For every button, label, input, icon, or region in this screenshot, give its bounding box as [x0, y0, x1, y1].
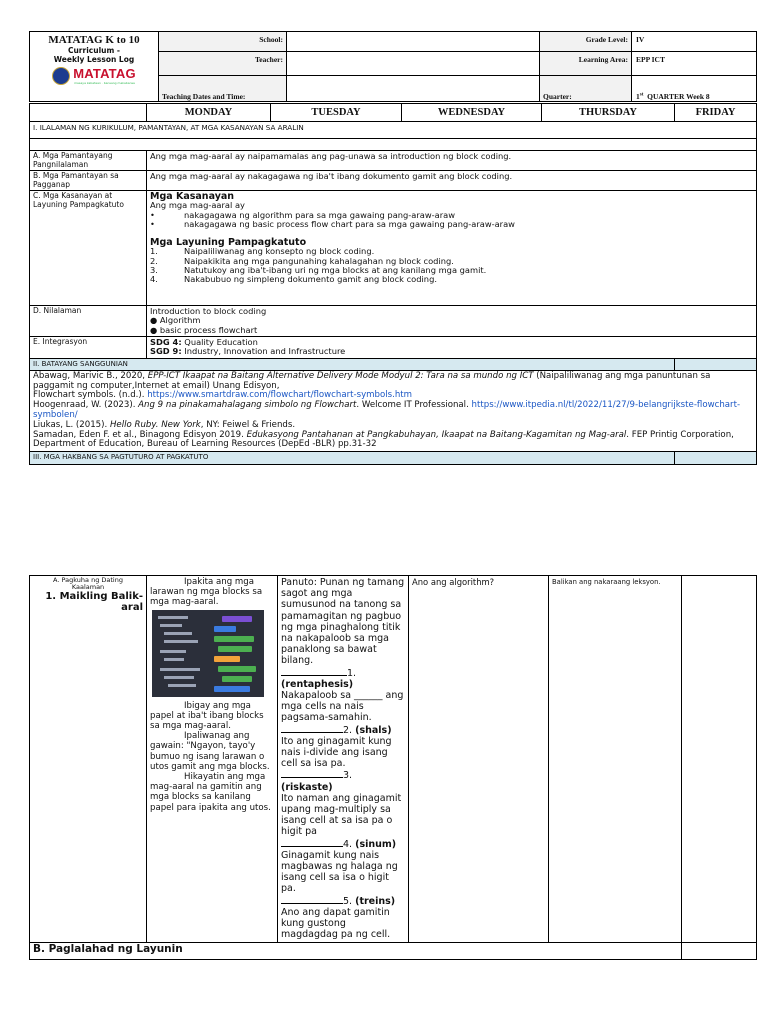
layunin-title: Mga Layuning Pampagkatuto: [150, 237, 307, 249]
quarter-value: [632, 76, 757, 102]
day-friday: FRIDAY: [675, 104, 757, 122]
layunin-item: 3. Natutukoy ang iba't-ibang uri ng mga blocks at ang kanilang mga gamit.: [150, 265, 487, 276]
school-field[interactable]: [287, 32, 540, 52]
reference-3: Hoogenraad, W. (2023). Ang 9 na pinakamahalagang simbolo ng Flowchart. Welcome IT Professional. https://www.itpedia.nl/tl/2022/11/27/9-belangrijkste-flowchart-symbolen/: [33, 400, 741, 421]
monday-p1: Ipakita ang mga larawan ng mga blocks sa mga mag-aaral.: [150, 577, 263, 608]
layunin-item: 4. Nakabubuo ng simpleng dokumento gamit ang block coding.: [150, 274, 437, 285]
dates-field[interactable]: [287, 76, 540, 102]
quiz-item-4: 4. (sinum) Ginagamit kung nais magbawas ng halaga ng isang cell sa isa o higit pa.: [281, 838, 398, 895]
reference-5: Samadan, Eden F. et al., Binagong Edisyon 2019. Edukasyong Pantahanan at Pangkabuhayan, Ikaapat na Baitang-Kagamitan ng Mag-aral. FEP Printig Corporation, Department of Education, Bureau of Learning Resources (DepEd -BLR) pp.31-32: [33, 429, 734, 450]
grade-label: Grade Level:: [540, 32, 632, 52]
school-label: School:: [159, 32, 287, 52]
layunin-item: 1. Naipaliliwanag ang konsepto ng block coding.: [150, 246, 375, 257]
section-heading-3: III. MGA HAKBANG SA PAGTUTURO AT PAGKATUTO: [30, 452, 675, 464]
deped-seal-icon: [52, 67, 70, 85]
procedure-table: [29, 575, 757, 960]
monday-cell: [147, 576, 278, 943]
kasanayan-intro: Ang mga mag-aaral ay: [150, 200, 245, 211]
section-heading-2: II. BATAYANG SANGGUNIAN: [30, 358, 675, 370]
reference-link[interactable]: https://www.itpedia.nl/tl/2022/11/27/9-belangrijkste-flowchart-symbolen/: [33, 400, 741, 421]
content-line: ● Algorithm: [150, 315, 201, 326]
logo-tagline: masaya kabataan · bansang makabansa: [74, 81, 135, 85]
kasanayan-item: • nakagagawa ng basic process flow chart para sa mga gawaing pang-araw-araw: [150, 220, 753, 229]
content-cell: [147, 306, 757, 337]
wednesday-cell: Ano ang algorithm?: [409, 576, 549, 943]
kasanayan-item: • nakagagawa ng algorithm para sa mga gawaing pang-araw-araw: [150, 211, 753, 220]
row-label-e: E. Integrasyon: [30, 337, 147, 359]
references-cell: [30, 370, 757, 451]
monday-p3: Ipaliwanag ang gawain: "Ngayon, tayo'y bumuo ng isang larawan o utos gamit ang mga blocks.: [150, 731, 270, 772]
sdg9-code: SGD 9:: [150, 346, 182, 357]
day-monday: MONDAY: [147, 104, 271, 122]
balik-aral-label-1: 1. Maikling Balik-: [45, 591, 143, 602]
logo-text: MATATAG: [73, 66, 136, 81]
performance-standards: Ang mga mag-aaral ay nakagagawa ng iba't ibang dokumento gamit ang block coding.: [147, 171, 757, 191]
code-blocks-screenshot: [152, 610, 264, 697]
spacer-row: [30, 139, 757, 151]
content-line: ● basic process flowchart: [150, 324, 258, 335]
integration-cell: [147, 337, 757, 359]
monday-p2: Ibigay ang mga papel at iba't ibang blocks sa mga mag-aaral.: [150, 700, 264, 732]
teacher-label: Teacher:: [159, 52, 287, 76]
kasanayan-title: Mga Kasanayan: [150, 191, 235, 202]
section-heading-1: I. ILALAMAN NG KURIKULUM, PAMANTAYAN, AT MGA KASANAYAN SA ARALIN: [30, 122, 757, 139]
content-standards: Ang mga mag-aaral ay naipamamalas ang pag-unawa sa introduction ng block coding.: [147, 151, 757, 171]
day-wednesday: WEDNESDAY: [402, 104, 542, 122]
matatag-logo: [30, 66, 158, 85]
tuesday-cell: [278, 576, 409, 943]
sdg4-text: Quality Education: [181, 337, 258, 347]
pkg-label-1: A. Pagkuha ng Dating: [53, 576, 123, 584]
brand-subtitle-2: Weekly Lesson Log: [53, 55, 135, 64]
corner-cell: [30, 104, 147, 122]
competencies-cell: [147, 191, 757, 306]
quiz-item-5: 5. (treins) Ano ang dapat gamitin kung gustong magdagdag pa ng cell.: [281, 895, 396, 941]
quarter-suffix: st: [639, 92, 644, 98]
reference-4: Liukas, L. (2015). Hello Ruby. New York, NY: Feiwel & Friends.: [33, 419, 296, 430]
lesson-plan-table: [29, 103, 757, 465]
brand-subtitle-1: Curriculum -: [67, 46, 121, 55]
balik-aral-label-2: aral: [121, 602, 143, 613]
kasanayan-list: [150, 211, 753, 230]
layunin-item: 2. Naipakikita ang mga pangunahing kahalagahan ng block coding.: [150, 255, 454, 266]
tuesday-instructions: Panuto: Punan ng tamang sagot ang mga sumusunod na tanong sa pamamagitan ng pagbuo ng mga pinaghalong titik na nakapaloob sa mga panaklong sa bawat bilang.: [281, 577, 405, 667]
area-label: Learning Area:: [540, 52, 632, 76]
quiz-item-3: 3. (riskaste) Ito naman ang ginagamit upang mag-multiply sa isang cell at sa isa pa o higit pa: [281, 770, 402, 838]
next-section-label: B. Paglalahad ng Layunin: [30, 942, 682, 959]
reference-link[interactable]: https://www.smartdraw.com/flowchart/flowchart-symbols.htm: [147, 390, 413, 401]
reference-1: Abawag, Marivic B., 2020, EPP-ICT Ikaapat na Baitang Alternative Delivery Mode Modyul 2: Tara na sa mundo ng ICT (Naipaliliwanag ang mga panuntunan sa paggamit ng computer,Internet at email) Unang Edisyon,: [33, 370, 711, 391]
row-label-d: D. Nilalaman: [30, 306, 147, 337]
dates-label: Teaching Dates and Time:: [159, 76, 287, 102]
sdg9-text: Industry, Innovation and Infrastructure: [181, 346, 346, 357]
quarter-number: 1: [636, 92, 640, 101]
quiz-item-2: 2. (shals) Ito ang ginagamit kung nais i-divide ang isang cell sa isa pa.: [281, 724, 392, 770]
sdg4-code: SDG 4:: [150, 337, 182, 347]
thursday-cell: Balikan ang nakaraang leksyon.: [549, 576, 682, 943]
grade-value: IV: [632, 32, 757, 52]
quarter-week: QUARTER Week 8: [647, 92, 710, 101]
area-value: EPP ICT: [632, 52, 757, 76]
quiz-item-1: 1. (rentaphesis) Nakapaloob sa ______ ang mga cells na nais pagsama-samahin.: [281, 667, 404, 724]
friday-cell: [682, 576, 757, 943]
row-label-a: A. Mga Pamantayang Pangnilalaman: [30, 151, 147, 171]
brand-title: MATATAG K to 10: [48, 34, 140, 46]
reference-2: Flowchart symbols. (n.d.). https://www.smartdraw.com/flowchart/flowchart-symbols.htm: [33, 390, 413, 401]
day-tuesday: TUESDAY: [271, 104, 402, 122]
header-table: [29, 31, 757, 102]
row-label-b: B. Mga Pamantayan sa Pagganap: [30, 171, 147, 191]
monday-p4: Hikayatin ang mga mag-aaral na gamitin ang mga blocks sa kanilang papel para ipakita ang utos.: [150, 772, 271, 813]
pkg-label-2: Kaalaman: [71, 583, 105, 591]
day-thursday: THURSDAY: [542, 104, 675, 122]
procedure-label-cell: [30, 576, 147, 943]
brand-block: [30, 32, 159, 102]
teacher-field[interactable]: [287, 52, 540, 76]
row-label-c: C. Mga Kasanayan at Layuning Pampagkatuto: [30, 191, 147, 306]
quarter-label: Quarter:: [540, 76, 632, 102]
layunin-list: [150, 247, 753, 284]
content-line: Introduction to block coding: [150, 306, 267, 316]
